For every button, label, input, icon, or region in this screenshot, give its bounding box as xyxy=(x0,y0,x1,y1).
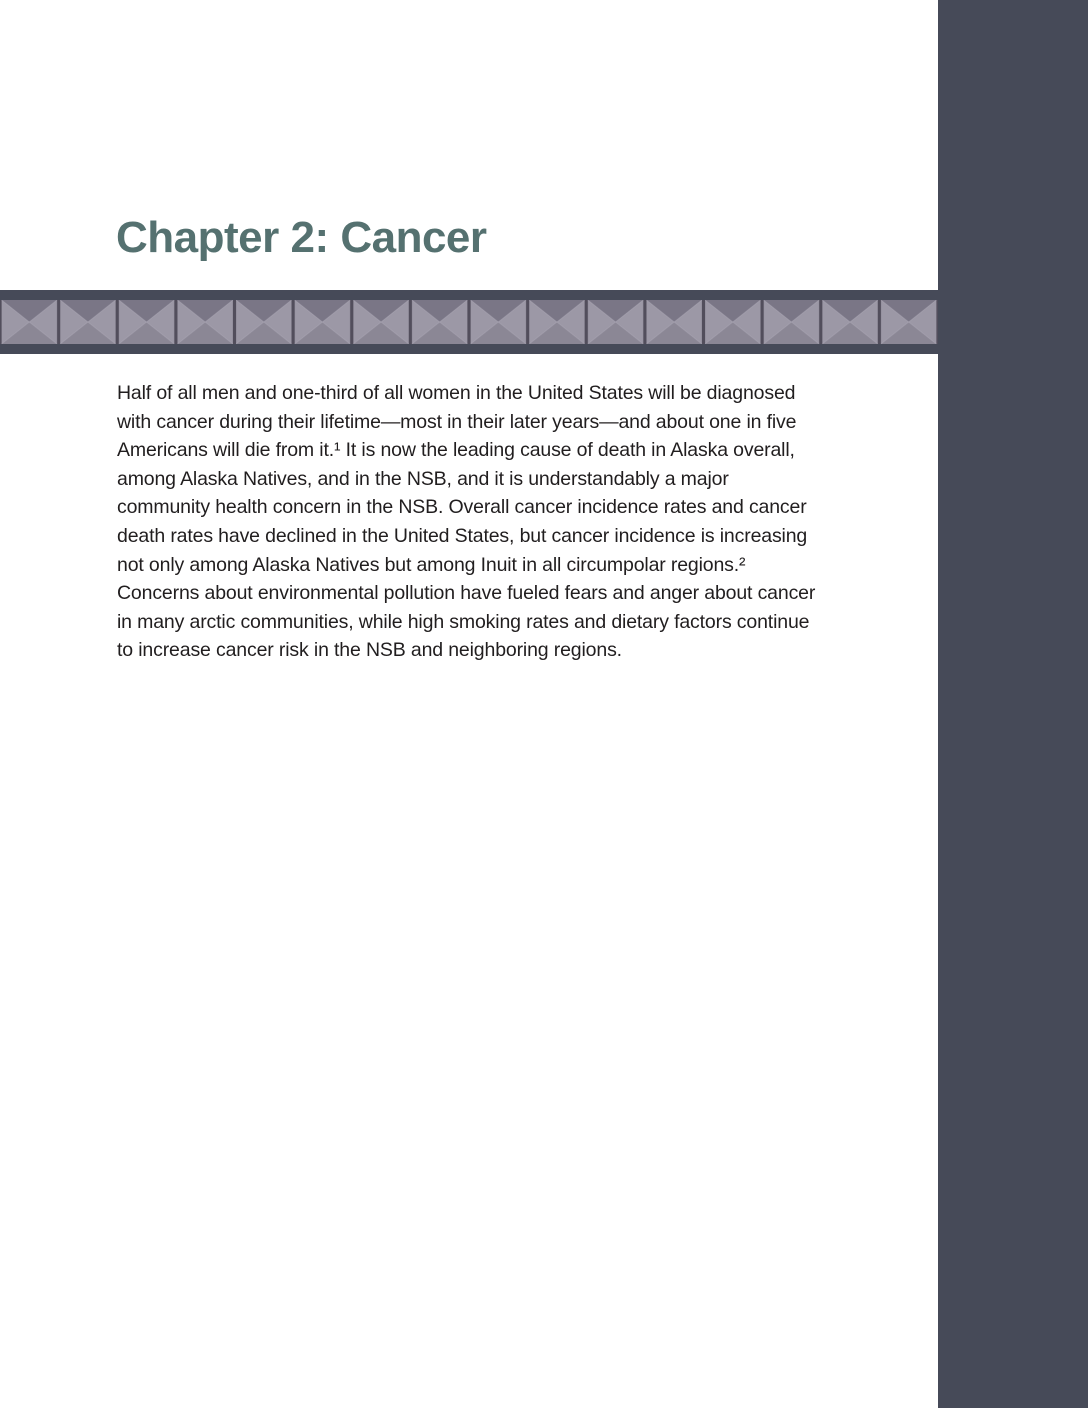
right-edge-band xyxy=(938,0,1088,1408)
x-pattern-icon xyxy=(0,300,938,344)
chapter-title: Chapter 2: Cancer xyxy=(116,213,487,262)
decorative-banner xyxy=(0,290,938,354)
body-paragraph: Half of all men and one-third of all women in the United States will be diagnosed with cancer during their lifetime—most in their later years—and about one in five Americans will die from it.¹ It is now the leading cause of death in Alaska overall, among Alaska Natives, and in the NSB, and it is understandably a major community health concern in the NSB. Overall cancer incidence rates and cancer death rates have declined in the United States, but cancer incidence is increasing not only among Alaska Natives but among Inuit in all circumpolar regions.² Concerns about environmental pollution have fueled fears and anger about cancer in many arctic communities, while high smoking rates and dietary factors continue to increase cancer risk in the NSB and neighboring regions. xyxy=(117,382,816,662)
